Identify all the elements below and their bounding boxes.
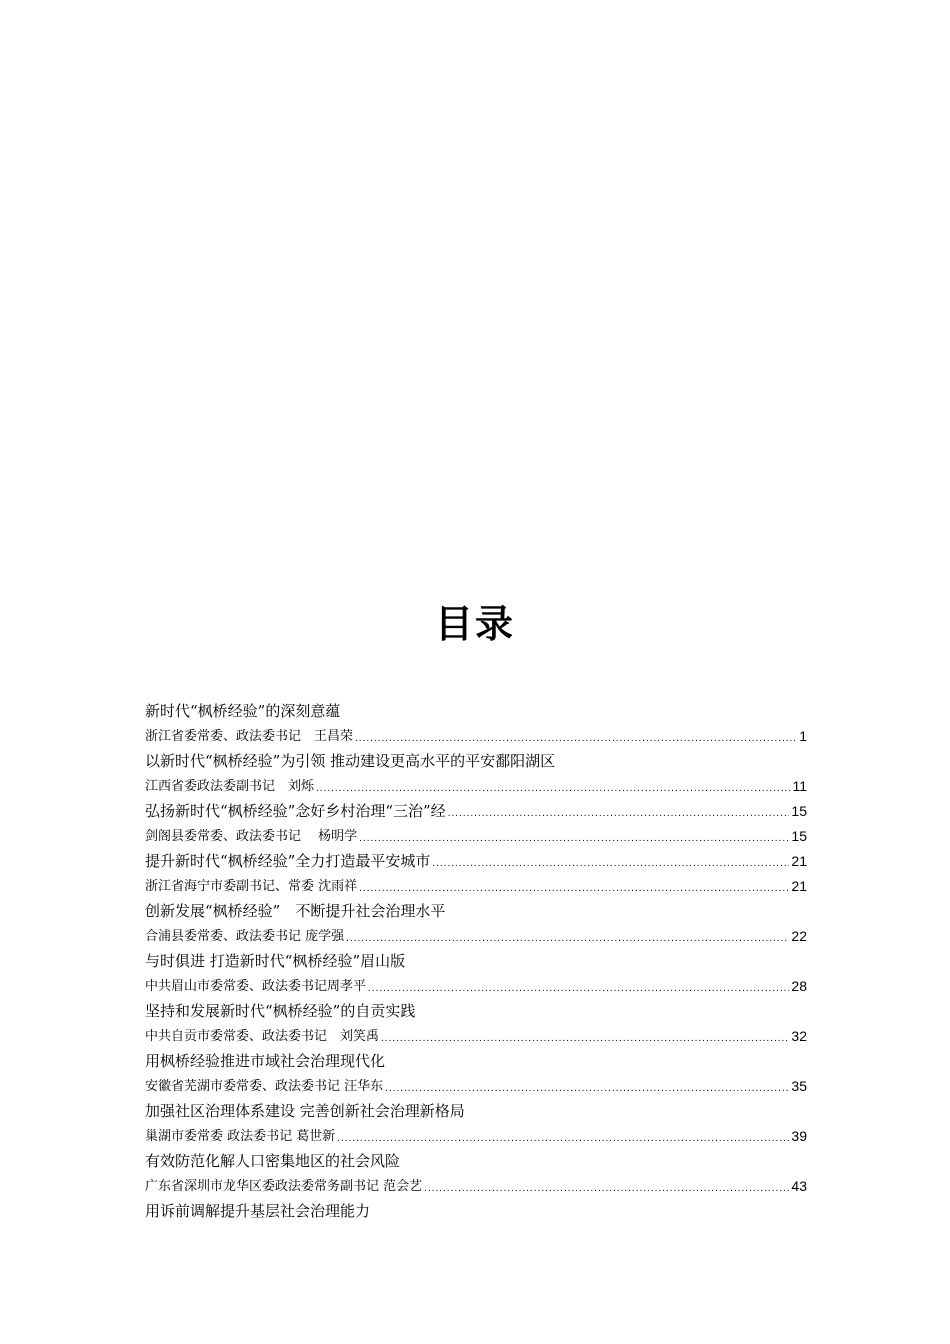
toc-entry-author[interactable] — [145, 974, 807, 999]
toc-entry-text: 有效防范化解人口密集地区的社会风险 — [145, 1152, 401, 1170]
dot-leader — [337, 1129, 789, 1149]
toc-entry-heading[interactable] — [145, 699, 807, 724]
toc-entry-heading[interactable] — [145, 1199, 807, 1224]
toc-entry-text: 弘扬新时代“枫桥经验”念好乡村治理“三治”经 — [145, 802, 446, 820]
toc-entry-text: 加强社区治理体系建设 完善创新社会治理新格局 — [145, 1102, 465, 1120]
toc-entry-author[interactable] — [145, 774, 807, 799]
toc-entry-text: 安徽省芜湖市委常委、政法委书记 汪华东 — [145, 1079, 384, 1094]
toc-page-number: 21 — [791, 853, 807, 869]
toc-entry-text: 创新发展“枫桥经验” 不断提升社会治理水平 — [145, 902, 446, 920]
toc-entry-text: 用诉前调解提升基层社会治理能力 — [145, 1202, 371, 1220]
toc-entry-text: 剑阁县委常委、政法委书记 杨明学 — [145, 829, 358, 844]
toc-entry-text: 新时代“枫桥经验”的深刻意蕴 — [145, 702, 341, 720]
toc-entry-text: 广东省深圳市龙华区委政法委常务副书记 范会艺 — [145, 1179, 423, 1194]
toc-entry-text: 以新时代“枫桥经验”为引领 推动建设更高水平的平安鄱阳湖区 — [145, 752, 556, 770]
toc-entry-author[interactable] — [145, 874, 807, 899]
toc-entry-text: 中共眉山市委常委、政法委书记周孝平 — [145, 979, 367, 994]
toc-page-number: 43 — [791, 1178, 807, 1194]
toc-page-number: 15 — [791, 803, 807, 819]
toc-entry-author[interactable] — [145, 1024, 807, 1049]
toc-entry-heading[interactable] — [145, 749, 807, 774]
toc-entry-author[interactable] — [145, 1074, 807, 1099]
toc-entry-author[interactable] — [145, 1124, 807, 1149]
dot-leader — [432, 854, 789, 874]
toc-page-number: 1 — [799, 728, 807, 744]
toc-entry-heading[interactable] — [145, 899, 807, 924]
toc-entry-heading[interactable] — [145, 849, 807, 874]
toc-list — [145, 699, 807, 1224]
toc-page-number: 22 — [791, 928, 807, 944]
toc-entry-author[interactable] — [145, 1174, 807, 1199]
dot-leader — [368, 979, 789, 999]
toc-title: 目录 — [434, 602, 515, 646]
toc-page-number: 35 — [791, 1078, 807, 1094]
dot-leader — [381, 1029, 789, 1049]
toc-entry-text: 提升新时代“枫桥经验”全力打造最平安城市 — [145, 852, 431, 870]
dot-leader — [346, 929, 789, 949]
dot-leader — [385, 1079, 789, 1099]
toc-entry-text: 用枫桥经验推进市域社会治理现代化 — [145, 1052, 386, 1070]
toc-entry-heading[interactable] — [145, 999, 807, 1024]
toc-entry-heading[interactable] — [145, 1049, 807, 1074]
toc-entry-author[interactable] — [145, 824, 807, 849]
toc-entry-text: 中共自贡市委常委、政法委书记 刘笑禹 — [145, 1029, 380, 1044]
toc-entry-heading[interactable] — [145, 1099, 807, 1124]
toc-entry-text: 巢湖市委常委 政法委书记 葛世新 — [145, 1129, 336, 1144]
toc-entry-text: 江西省委政法委副书记 刘烁 — [145, 779, 315, 794]
dot-leader — [424, 1179, 789, 1199]
toc-entry-text: 浙江省海宁市委副书记、常委 沈雨祥 — [145, 879, 358, 894]
toc-page-number: 15 — [791, 828, 807, 844]
toc-page-number: 21 — [791, 878, 807, 894]
dot-leader — [355, 729, 797, 749]
toc-page-number: 28 — [791, 978, 807, 994]
dot-leader — [359, 829, 789, 849]
toc-entry-text: 浙江省委常委、政法委书记 王昌荣 — [145, 729, 354, 744]
dot-leader — [448, 804, 790, 824]
toc-page-number: 32 — [791, 1028, 807, 1044]
toc-entry-text: 合浦县委常委、政法委书记 庞学强 — [145, 929, 345, 944]
toc-page-number: 11 — [792, 778, 807, 794]
dot-leader — [359, 879, 789, 899]
toc-page-number: 39 — [791, 1128, 807, 1144]
toc-entry-heading[interactable] — [145, 949, 807, 974]
toc-entry-author[interactable] — [145, 724, 807, 749]
dot-leader — [316, 779, 790, 799]
toc-entry-text: 与时俱进 打造新时代“枫桥经验”眉山版 — [145, 952, 406, 970]
toc-entry-text: 坚持和发展新时代“枫桥经验”的自贡实践 — [145, 1002, 416, 1020]
toc-entry-heading[interactable] — [145, 1149, 807, 1174]
toc-entry-author[interactable] — [145, 924, 807, 949]
toc-entry-heading[interactable] — [145, 799, 807, 824]
